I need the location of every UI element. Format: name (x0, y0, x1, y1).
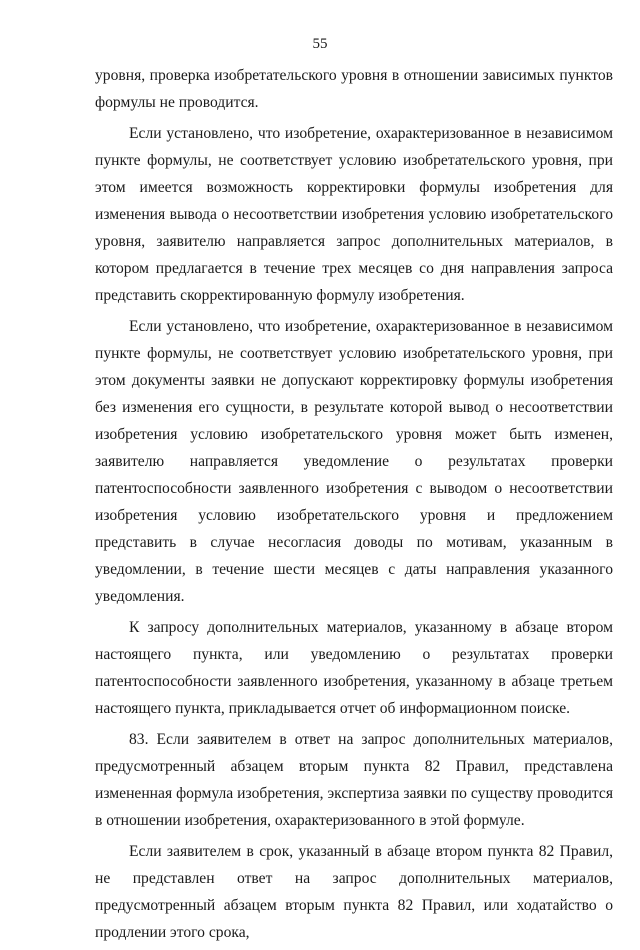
document-body (95, 62, 613, 950)
paragraph-no-response: Если заявителем в срок, указанный в абзаце втором пункта 82 Правил, не представлен ответ на запрос дополнительных материалов, предусмотренный абзацем вторым пункта 82 Правил, или ходатайство о продлении этого срока, (95, 843, 613, 941)
paragraph-item-83: 83. Если заявителем в ответ на запрос дополнительных материалов, предусмотренный абзацем вторым пункта 82 Правил, представлена измененная формула изобретения, экспертиза заявки по существу проводится в отношении изобретения, охарактеризованного в этой формуле. (95, 731, 613, 829)
paragraph-notification: Если установлено, что изобретение, охарактеризованное в независимом пункте формулы, не соответствует условию изобретательского уровня, при этом документы заявки не допускают корректировку формулы изобретения без изменения его сущности, в результате которой вывод о несоответствии изобретения условию изобретательского уровня может быть изменен, заявителю направляется уведомление о результатах проверки патентоспособности заявленного изобретения с выводом о несоответствии изобретения условию изобретательского уровня и предложением представить в случае несогласия доводы по мотивам, указанным в уведомлении, в течение шести месяцев с даты направления указанного уведомления. (95, 318, 613, 605)
paragraph-correction-request: Если установлено, что изобретение, охарактеризованное в независимом пункте формулы, не соответствует условию изобретательского уровня, при этом имеется возможность корректировки формулы изобретения для изменения вывода о несоответствии изобретения условию изобретательского уровня, заявителю направляется запрос дополнительных материалов, в котором предлагается в течение трех месяцев со дня направления запроса представить скорректированную формулу изобретения. (95, 125, 613, 304)
page-number: 55 (312, 36, 328, 52)
paragraph-search-report: К запросу дополнительных материалов, указанному в абзаце втором настоящего пункта, или уведомлению о результатах проверки патентоспособности заявленного изобретения, указанному в абзаце третьем настоящего пункта, прикладывается отчет об информационном поиске. (95, 619, 613, 717)
paragraph-continuation: уровня, проверка изобретательского уровня в отношении зависимых пунктов формулы не проводится. (95, 67, 613, 111)
